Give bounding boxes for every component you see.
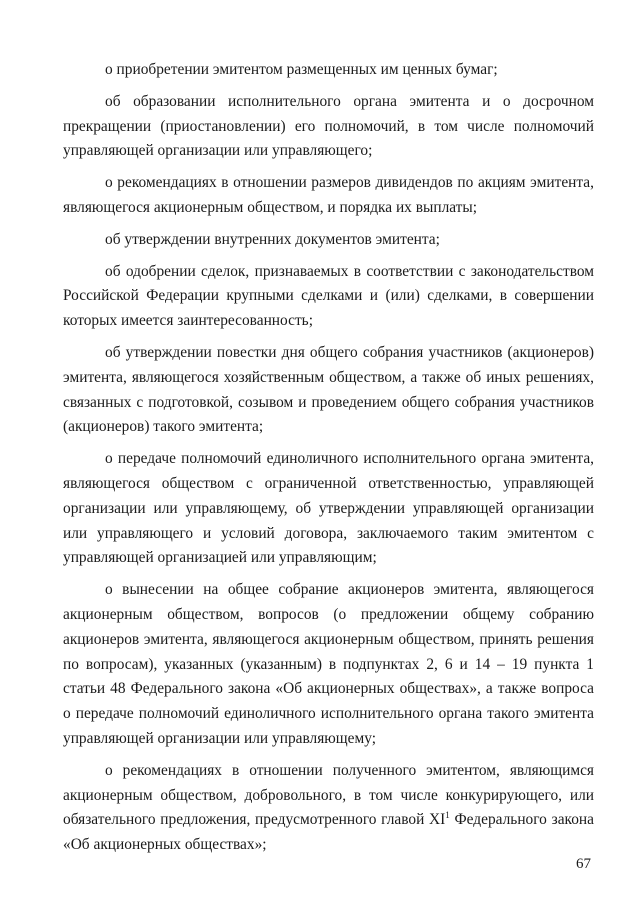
paragraph-offer-recommendations — [63, 759, 594, 858]
paragraph-dividends: о рекомендациях в отношении размеров дивидендов по акциям эмитента, являющегося акционерным обществом, и порядка их выплаты; — [63, 174, 594, 216]
document-body — [63, 58, 594, 858]
paragraph-executive-body: об образовании исполнительного органа эмитента и о досрочном прекращении (приостановлении) его полномочий, в том числе полномочий управляющей организации или управляющего; — [63, 92, 594, 160]
offer-text-part-2: Федерального закона «Об акционерных обществах»; — [63, 811, 594, 854]
paragraph-transactions-approval: об одобрении сделок, признаваемых в соответствии с законодательством Российской Федерации крупными сделками и (или) сделками, в совершении которых имеется заинтересованность; — [63, 262, 594, 330]
chapter-superscript: 1 — [445, 810, 450, 821]
paragraph-acquisition-securities: о приобретении эмитентом размещенных им ценных бумаг; — [105, 61, 498, 78]
offer-text-part-1: о рекомендациях в отношении полученного эмитентом, являющимся акционерным обществом, добровольного, в том числе конкурирующего, или обязательного предложения, предусмотренного главой XI — [63, 761, 594, 829]
paragraph-meeting-agenda: об утверждении повестки дня общего собрания участников (акционеров) эмитента, являющегося хозяйственным обществом, а также об иных решениях, связанных с подготовкой, созывом и проведением общего собрания участников (акционеров) такого эмитента; — [63, 343, 594, 436]
page-number: 67 — [576, 856, 591, 872]
paragraph-shareholders-meeting-issues: о вынесении на общее собрание акционеров эмитента, являющегося акционерным обществом, вопросов (о предложении общему собранию акционеров эмитента, являющегося акционерным обществом, принять решения по вопросам), указанных (указанным) в подпунктах 2, 6 и 14 – 19 пункта 1 статьи 48 Федерального закона «Об акционерных обществах», а также вопроса о передаче полномочий единоличного исполнительного органа такого эмитента управляющей организации или управляющему; — [63, 581, 594, 747]
paragraph-powers-transfer: о передаче полномочий единоличного исполнительного органа эмитента, являющегося обществом с ограниченной ответственностью, управляющей организации или управляющему, об утверждении управляющей организации или управляющего и условий договора, заключаемого таким эмитентом с управляющей организацией или управляющим; — [63, 450, 594, 567]
paragraph-internal-documents: об утверждении внутренних документов эмитента; — [105, 230, 440, 248]
